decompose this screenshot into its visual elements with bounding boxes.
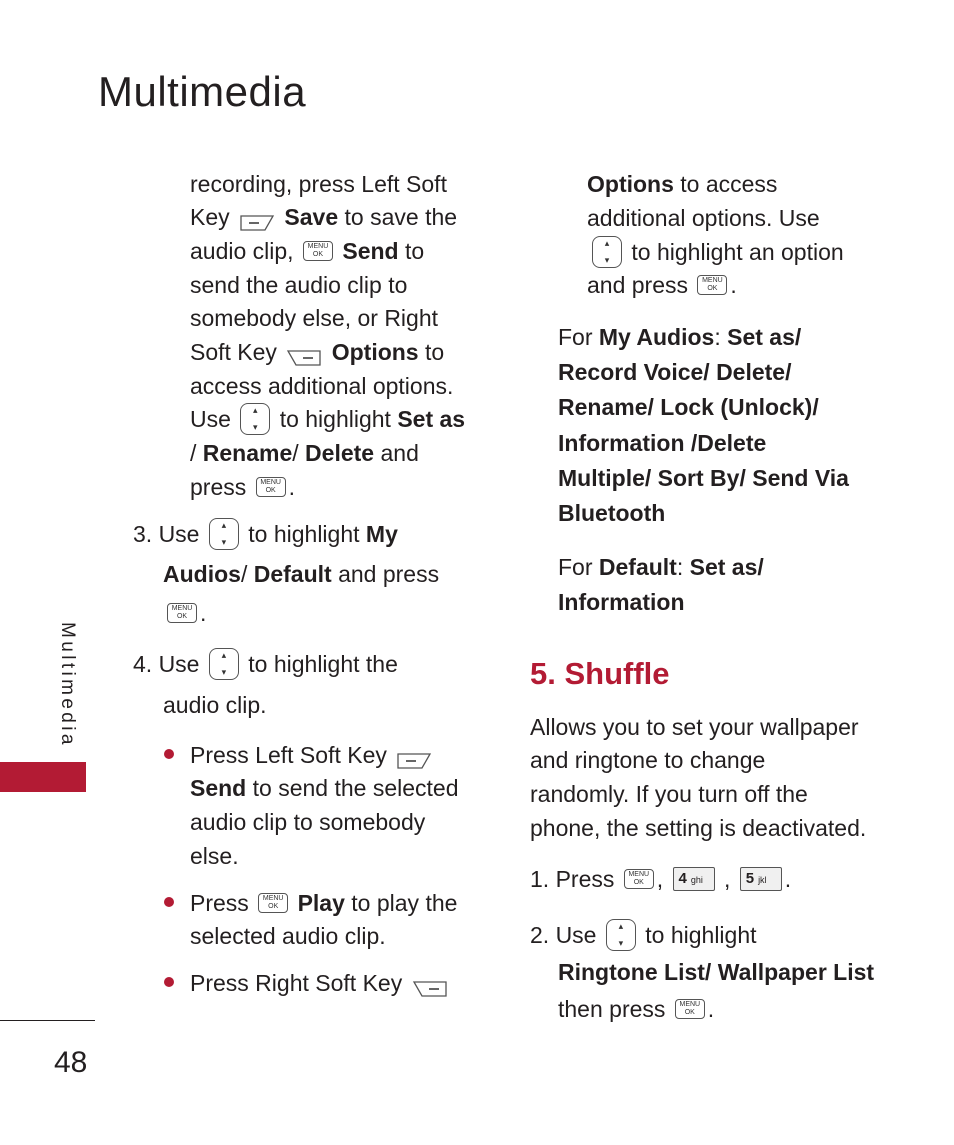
text-line: Information (558, 589, 685, 615)
text-line: audio clip, MENU OK Send to (190, 238, 425, 264)
step-1: 1. Press MENU OK , 4 ghi , 5 jkl . (530, 866, 792, 892)
menu-ok-key-icon: MENU OK (675, 999, 705, 1019)
text-line: selected audio clip. (190, 923, 386, 949)
text-line: else. (190, 843, 239, 869)
text-line: ▴ ▾ to highlight an option (587, 235, 844, 270)
text-line: Bluetooth (558, 500, 666, 526)
key-5-icon: 5 jkl (740, 867, 782, 891)
text-line: then press MENU OK . (558, 996, 715, 1022)
section-heading: 5. Shuffle (530, 656, 670, 691)
text-line: / Rename/ Delete and (190, 440, 419, 466)
menu-ok-key-icon: MENU OK (624, 869, 654, 889)
text-line: Use ▴ ▾ to highlight Set as (190, 402, 465, 437)
paragraph-line: phone, the setting is deactivated. (530, 815, 867, 841)
text-line: Record Voice/ Delete/ (558, 359, 792, 385)
text-line: audio clip. (163, 692, 267, 718)
text-line: Audios/ Default and press (163, 561, 440, 587)
text-line: For My Audios: Set as/ (558, 324, 802, 350)
text-line: Options to access (587, 171, 778, 197)
text-line: Multiple/ Sort By/ Send Via (558, 465, 849, 491)
menu-ok-key-icon: MENU OK (167, 603, 197, 623)
key-4-icon: 4 ghi (673, 867, 715, 891)
page-number: 48 (54, 1046, 88, 1079)
text-line: For Default: Set as/ (558, 554, 764, 580)
page-title: Multimedia (98, 68, 307, 115)
menu-ok-key-icon: MENU OK (258, 893, 288, 913)
text-line: press MENU OK . (190, 474, 296, 500)
navigation-key-icon (606, 919, 636, 951)
text-line: Soft Key Options to (190, 339, 445, 365)
text-line: Information /Delete (558, 430, 767, 456)
side-section-label: Multimedia (57, 622, 78, 748)
text-line: Rename/ Lock (Unlock)/ (558, 394, 819, 420)
navigation-key-icon (240, 403, 270, 435)
left-soft-key-icon (396, 745, 432, 765)
text-line: MENU OK . (163, 596, 206, 630)
navigation-key-icon (209, 648, 239, 680)
paragraph-line: and ringtone to change (530, 747, 766, 773)
text-line: additional options. Use (587, 205, 820, 231)
step-3: 3. Use ▴ ▾ to highlight My (133, 517, 398, 552)
right-soft-key-icon (412, 973, 448, 993)
list-item: Press MENU OK Play to play the (190, 890, 458, 916)
menu-ok-key-icon: MENU OK (256, 477, 286, 497)
text-line: somebody else, or Right (190, 305, 439, 331)
footer-rule (0, 1020, 95, 1021)
text-line: access additional options. (190, 373, 454, 399)
text-line: Key Save to save the (190, 204, 458, 230)
step-4: 4. Use ▴ ▾ to highlight the (133, 647, 398, 682)
navigation-key-icon (209, 518, 239, 550)
step-2: 2. Use ▴ ▾ to highlight (530, 918, 757, 953)
list-item: Press Left Soft Key (190, 738, 435, 772)
text-line: Ringtone List/ Wallpaper List (558, 959, 875, 985)
left-soft-key-icon (239, 207, 275, 227)
text-line: and press MENU OK . (587, 272, 737, 298)
list-item: Press Right Soft Key (190, 966, 451, 1000)
menu-ok-key-icon: MENU OK (697, 275, 727, 295)
text-line: recording, press Left Soft (190, 171, 447, 197)
bullet-icon (164, 749, 174, 759)
text-line: send the audio clip to (190, 272, 408, 298)
bullet-icon (164, 977, 174, 987)
navigation-key-icon (592, 236, 622, 268)
menu-ok-key-icon: MENU OK (303, 241, 333, 261)
bullet-icon (164, 897, 174, 907)
paragraph-line: randomly. If you turn off the (530, 781, 808, 807)
text-line: audio clip to somebody (190, 809, 426, 835)
side-section-tab (0, 762, 86, 792)
right-soft-key-icon (286, 342, 322, 362)
text-line: Send to send the selected (190, 775, 459, 801)
paragraph-line: Allows you to set your wallpaper (530, 714, 859, 740)
